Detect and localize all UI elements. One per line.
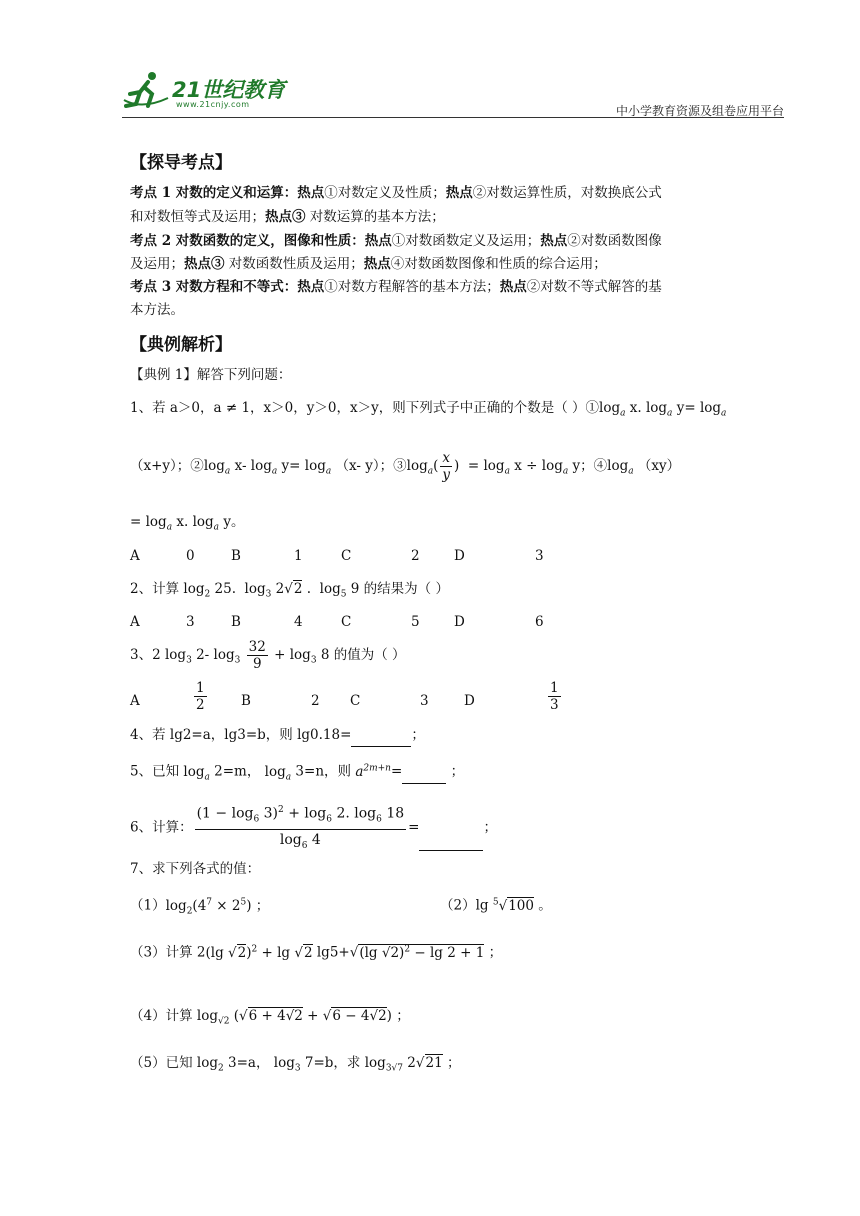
header-divider <box>122 117 784 118</box>
logo-text: 21世纪教育 <box>172 78 286 102</box>
kaodian-2-line1: 考点 2 对数函数的定义，图像和性质：热点①对数函数定义及运用；热点②对数函数图像 <box>130 233 662 249</box>
question-6: 6、计算： $\frac{(1 - \log_6 3)^2 + \log_6 2. \log_6 18}{\log_6 4}$ = ； <box>130 800 497 856</box>
question-5: 5、已知 $\log_a 2=m$， $\log_a 3=n$，则 $a^{2m+n}=$ ； <box>130 757 464 788</box>
answer-blank <box>402 761 446 784</box>
kaodian-1-line2: 和对数恒等式及运用；热点③ 对数运算的基本方法； <box>130 209 445 225</box>
logo <box>122 66 292 116</box>
question-1-line1: 1、若 a＞0，a ≠ 1，x＞0，y＞0，x＞y，则下列式子中正确的个数是（ ）$①\log_a$ x. $\log_a y= \log_a$ <box>130 400 727 419</box>
question-7-1: $(1)\log_2(4^7 \times 2^5)$ ； <box>130 897 270 917</box>
question-7-2: （2）lg $^5$√100 。 <box>440 897 552 914</box>
question-7-5: （5）已知 $\log_2 3=a$， $\log_3 7=b$，求 $\log_{3√7} 2√21$ ； <box>130 1055 461 1074</box>
question-3-options: A $\frac{1}{2}$ B 2 C 3 D $\frac{1}{3}$ <box>130 680 559 713</box>
section-title-dianli: 【典例解析】 <box>130 335 232 355</box>
question-7-3: （3）计算 2(lg √2)$^2$ + lg √2 lg5+√(lg √2)$^2$ − lg 2 + 1 ； <box>130 944 503 961</box>
answer-blank <box>419 806 483 851</box>
question-1-line2: （x+y）；$②\log_a$ x- $\log_a y= \log_a (x-$ y）；$③\log_a$( $\frac{x}{y}$ ) = $\log_a x \div \log_a y$；$④\log_a$ （xy） <box>130 450 681 483</box>
question-1-line3: = $\log_a x$. $\log_a y$。 <box>130 514 245 533</box>
kaodian-1-line1: 考点 1 对数的定义和运算：热点①对数定义及性质；热点②对数运算性质，对数换底公式 <box>130 185 662 201</box>
question-3: 3、2 $\log_3 2-$ $\log_3$ $\frac{32}{9}$ + $\log_3 8$ 的值为（ ） <box>130 639 406 672</box>
logo-subtext: www.21cnjy.com <box>176 100 250 109</box>
section-title-kaodian: 【探导考点】 <box>130 153 232 173</box>
question-7-4: （4）计算 $\log_{√2} (√6 + 4√2 + √6 - 4√2)$ ； <box>130 1008 410 1027</box>
kaodian-3-line1: 考点 3 对数方程和不等式：热点①对数方程解答的基本方法；热点②对数不等式解答的基 <box>130 279 662 295</box>
question-4: 4、若 lg2=a，lg3=b，则 lg0.18= ； <box>130 724 425 747</box>
example-intro: 【典例 1】解答下列问题： <box>130 367 292 383</box>
kaodian-2-line2: 及运用；热点③ 对数函数性质及运用；热点④对数函数图像和性质的综合运用； <box>130 256 607 272</box>
question-7: 7、求下列各式的值： <box>130 861 261 877</box>
question-2: 2、计算 $\log_2 25$. $\log_3 2√2$ . $\log_5 9$ 的结果为（ ） <box>130 581 449 600</box>
runner-icon <box>122 70 170 110</box>
answer-blank <box>351 724 411 747</box>
kaodian-3-line2: 本方法。 <box>130 302 184 318</box>
platform-name: 中小学教育资源及组卷应用平台 <box>615 104 784 118</box>
